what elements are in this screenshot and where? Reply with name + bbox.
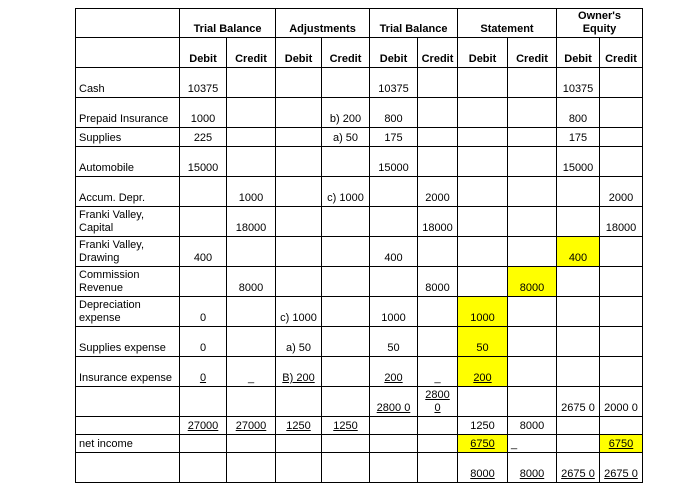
row-label: Supplies expense: [76, 327, 180, 357]
cell-tb-debit: 0: [180, 327, 227, 357]
final-totals-row: [76, 453, 643, 483]
cell-st-debit: [458, 98, 508, 128]
cell-adj-credit: b) 200: [322, 98, 370, 128]
cell-st-credit: [508, 147, 557, 177]
cell-tb-debit: 15000: [180, 147, 227, 177]
header-adjusted-trial-balance: Trial Balance: [370, 9, 458, 38]
cell-tb-debit: [180, 177, 227, 207]
header-blank: [76, 38, 180, 68]
cell-atb-debit: [370, 177, 418, 207]
table-row: [76, 357, 643, 387]
cell-st-credit: [508, 68, 557, 98]
row-label: Accum. Depr.: [76, 177, 180, 207]
cell-oe-credit: [600, 98, 643, 128]
col-header: Credit: [418, 38, 458, 68]
cell-atb-debit: 1000: [370, 297, 418, 327]
total-adj-debit: 1250: [276, 417, 322, 435]
cell-oe-credit: [600, 357, 643, 387]
cell-st-debit: [458, 207, 508, 237]
table-row: [76, 297, 643, 327]
cell-oe-debit: [557, 207, 600, 237]
cell-atb-debit: 50: [370, 327, 418, 357]
col-header: Debit: [276, 38, 322, 68]
cell-st-debit: [458, 147, 508, 177]
final-oe-credit: 2675 0: [600, 453, 643, 483]
cell-atb-debit: 10375: [370, 68, 418, 98]
row-label: Automobile: [76, 147, 180, 177]
cell-oe-debit: [557, 357, 600, 387]
cell-tb-credit: [227, 147, 276, 177]
final-oe-debit: 2675 0: [557, 453, 600, 483]
row-label: Insurance expense: [76, 357, 180, 387]
cell-atb-credit: [418, 147, 458, 177]
subtotal-atb-debit: 2800 0: [370, 387, 418, 417]
cell-adj-debit: a) 50: [276, 327, 322, 357]
cell-atb-credit: [418, 297, 458, 327]
subtotal-oe-debit: 2675 0: [557, 387, 600, 417]
subtotal-row: [76, 387, 643, 417]
cell-oe-debit: [557, 327, 600, 357]
final-st-debit: 8000: [458, 453, 508, 483]
cell-oe-debit: 15000: [557, 147, 600, 177]
cell-adj-credit: [322, 297, 370, 327]
cell-atb-debit: [370, 267, 418, 297]
final-st-credit: 8000: [508, 453, 557, 483]
cell-st-debit: [458, 128, 508, 147]
col-header: Credit: [508, 38, 557, 68]
cell-tb-debit: 0: [180, 357, 227, 387]
col-header: Debit: [557, 38, 600, 68]
cell-atb-debit: 800: [370, 98, 418, 128]
col-header: Credit: [600, 38, 643, 68]
cell-atb-debit: [370, 207, 418, 237]
cell-oe-credit: [600, 237, 643, 267]
cell-oe-debit: 175: [557, 128, 600, 147]
cell-tb-debit: 10375: [180, 68, 227, 98]
cell-st-debit: [458, 267, 508, 297]
table-row: [76, 207, 643, 237]
row-label: Commission Revenue: [76, 267, 180, 297]
cell-atb-credit: [418, 327, 458, 357]
cell-atb-credit: [418, 98, 458, 128]
cell-adj-credit: a) 50: [322, 128, 370, 147]
cell-atb-credit: 8000: [418, 267, 458, 297]
cell-st-credit: [508, 207, 557, 237]
cell-tb-debit: [180, 207, 227, 237]
cell-adj-debit: [276, 177, 322, 207]
row-label: Franki Valley, Capital: [76, 207, 180, 237]
header-group-row: [76, 9, 643, 38]
col-header: Debit: [370, 38, 418, 68]
cell-adj-credit: [322, 327, 370, 357]
header-statement: Statement: [458, 9, 557, 38]
cell-adj-debit: [276, 147, 322, 177]
cell-oe-credit: [600, 267, 643, 297]
cell-tb-debit: 400: [180, 237, 227, 267]
net-income-st-credit: _: [508, 435, 557, 453]
cell-st-debit: [458, 177, 508, 207]
row-label: Depreciation expense: [76, 297, 180, 327]
cell-st-credit: [508, 177, 557, 207]
net-income-row: [76, 435, 643, 453]
cell-tb-debit: 225: [180, 128, 227, 147]
table-row: [76, 267, 643, 297]
cell-atb-credit: [418, 237, 458, 267]
cell-st-credit: [508, 297, 557, 327]
cell-adj-credit: [322, 147, 370, 177]
cell-adj-debit: [276, 128, 322, 147]
cell-st-credit: [508, 237, 557, 267]
table-row: [76, 237, 643, 267]
cell-adj-debit: [276, 237, 322, 267]
row-label: Cash: [76, 68, 180, 98]
cell-tb-credit: _: [227, 357, 276, 387]
cell-adj-debit: [276, 207, 322, 237]
cell-oe-debit: [557, 267, 600, 297]
cell-st-debit: 1000: [458, 297, 508, 327]
cell-tb-debit: [180, 267, 227, 297]
totals-row: [76, 417, 643, 435]
table-row: [76, 68, 643, 98]
header-owners-equity: Owner's Equity: [557, 9, 643, 38]
header-blank: [76, 9, 180, 38]
cell-atb-credit: 18000: [418, 207, 458, 237]
cell-adj-debit: [276, 68, 322, 98]
table-row: [76, 327, 643, 357]
row-label: Prepaid Insurance: [76, 98, 180, 128]
row-label: net income: [76, 435, 180, 453]
cell-atb-credit: _: [418, 357, 458, 387]
total-st-credit: 8000: [508, 417, 557, 435]
header-trial-balance: Trial Balance: [180, 9, 276, 38]
table-row: [76, 98, 643, 128]
cell-oe-debit: 800: [557, 98, 600, 128]
cell-tb-credit: 1000: [227, 177, 276, 207]
table-row: [76, 177, 643, 207]
cell-tb-credit: 18000: [227, 207, 276, 237]
cell-atb-debit: 15000: [370, 147, 418, 177]
total-tb-credit: 27000: [227, 417, 276, 435]
cell-tb-credit: [227, 297, 276, 327]
cell-oe-debit: [557, 177, 600, 207]
cell-adj-debit: B) 200: [276, 357, 322, 387]
cell-oe-debit: 10375: [557, 68, 600, 98]
cell-tb-credit: [227, 327, 276, 357]
cell-adj-debit: [276, 98, 322, 128]
cell-tb-credit: [227, 237, 276, 267]
cell-atb-credit: [418, 128, 458, 147]
cell-adj-credit: [322, 237, 370, 267]
col-header: Credit: [322, 38, 370, 68]
total-adj-credit: 1250: [322, 417, 370, 435]
net-income-st-debit: 6750: [458, 435, 508, 453]
net-income-oe-credit: 6750: [600, 435, 643, 453]
cell-oe-debit: 400: [557, 237, 600, 267]
cell-st-credit: [508, 128, 557, 147]
worksheet-table: [75, 8, 643, 483]
cell-adj-debit: [276, 267, 322, 297]
cell-oe-credit: 18000: [600, 207, 643, 237]
row-label: Supplies: [76, 128, 180, 147]
cell-adj-credit: c) 1000: [322, 177, 370, 207]
cell-oe-credit: [600, 327, 643, 357]
cell-st-credit: 8000: [508, 267, 557, 297]
cell-oe-credit: [600, 297, 643, 327]
total-st-debit: 1250: [458, 417, 508, 435]
cell-adj-credit: [322, 207, 370, 237]
cell-tb-debit: 0: [180, 297, 227, 327]
cell-atb-debit: 400: [370, 237, 418, 267]
col-header: Debit: [458, 38, 508, 68]
cell-st-debit: 200: [458, 357, 508, 387]
cell-adj-credit: [322, 267, 370, 297]
cell-atb-credit: 2000: [418, 177, 458, 207]
cell-st-debit: [458, 68, 508, 98]
subtotal-atb-credit: 2800 0: [418, 387, 458, 417]
subtotal-oe-credit: 2000 0: [600, 387, 643, 417]
cell-tb-credit: [227, 128, 276, 147]
cell-st-credit: [508, 357, 557, 387]
cell-oe-credit: 2000: [600, 177, 643, 207]
cell-oe-debit: [557, 297, 600, 327]
header-adjustments: Adjustments: [276, 9, 370, 38]
cell-adj-credit: [322, 357, 370, 387]
cell-adj-credit: [322, 68, 370, 98]
cell-tb-credit: 8000: [227, 267, 276, 297]
cell-atb-credit: [418, 68, 458, 98]
cell-oe-credit: [600, 147, 643, 177]
cell-st-debit: 50: [458, 327, 508, 357]
cell-st-credit: [508, 98, 557, 128]
cell-oe-credit: [600, 68, 643, 98]
cell-oe-credit: [600, 128, 643, 147]
row-label: Franki Valley, Drawing: [76, 237, 180, 267]
cell-st-debit: [458, 237, 508, 267]
cell-atb-debit: 175: [370, 128, 418, 147]
table-row: [76, 147, 643, 177]
cell-st-credit: [508, 327, 557, 357]
header-sub-row: [76, 38, 643, 68]
cell-tb-debit: 1000: [180, 98, 227, 128]
col-header: Debit: [180, 38, 227, 68]
table-row: [76, 128, 643, 147]
cell-tb-credit: [227, 68, 276, 98]
col-header: Credit: [227, 38, 276, 68]
cell-adj-debit: c) 1000: [276, 297, 322, 327]
cell-atb-debit: 200: [370, 357, 418, 387]
cell-tb-credit: [227, 98, 276, 128]
total-tb-debit: 27000: [180, 417, 227, 435]
